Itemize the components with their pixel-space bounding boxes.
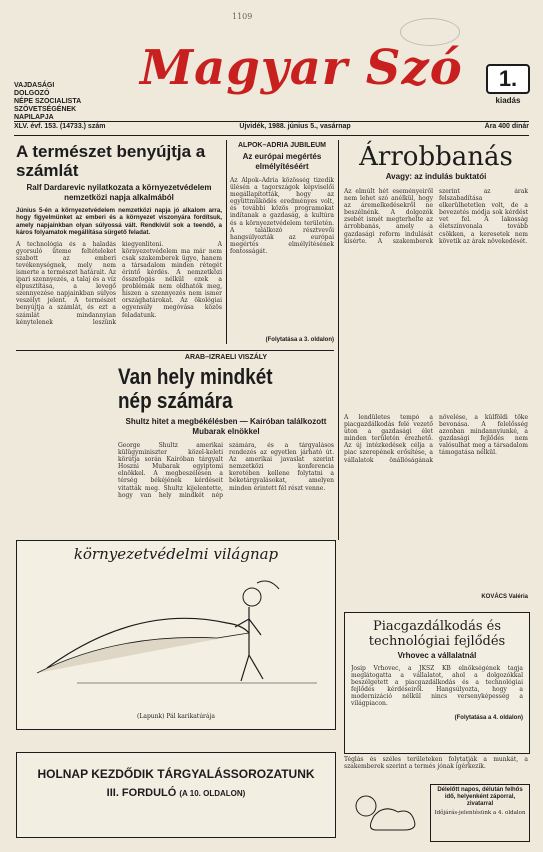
column-rule xyxy=(338,140,339,540)
publisher-line: NÉPE SZOCIALISTA xyxy=(14,98,82,105)
article-body: A technológia és a haladás gyorsuló üteme feltételeket szabott az emberi tevékenységnek, mely nem ismerte a természet határait. Az ipari szennyezés, a talaj és a víz elpusztítása, a levegő szennyezése napjainkban súlyos veszélyt jelent. A természet benyújtja a számlát, és ezt a számlát mindannyian kénytelenek leszünk kiegyenlíteni. A környezetvédelem ma már nem csak szakemberek ügye, hanem a társadalom minden rétegét érintő kérdés. A nemzetközi összefogás nélkül ezek a problémák nem oldhatók meg, hiszen a szennyezés nem ismer országhatárokat. Az ökológiai egyensúly megóvása közös feladatunk. xyxy=(16,240,222,326)
article-body-continued: A lendületes tempó a piacgazdálkodás felé vezető úton a gazdasági élet minden területén érezhető. Az új intézkedések célja a piac szerepének erősítése, a vállalatok önállóságának növelése, a külföldi tőke bevonása. A felelősség azonban mindannyiunké, a gazdasági fejlődés nem valósulhat meg a társadalom támogatása nélkül. xyxy=(344,414,528,464)
column-rule xyxy=(226,140,227,344)
weather-box xyxy=(430,784,530,842)
article-headline: Árrobbanás xyxy=(359,142,513,172)
article-alpok xyxy=(230,142,334,343)
volume-info: XLV. évf. 153. (14733.) szám xyxy=(14,123,106,130)
cartoon-figure xyxy=(37,581,317,683)
page-code: 1109 xyxy=(232,12,253,21)
article-subhead: Ralf Dardarevic nyilatkozata a környezetvédelem nemzetközi napja alkalmából xyxy=(26,183,212,202)
weather-icon xyxy=(344,786,424,838)
publisher-line: SZÖVETSÉGÉNEK xyxy=(14,106,77,113)
weather-note: Időjárás-jelentésünk a 4. oldalon xyxy=(434,810,526,816)
article-body: George Shultz amerikai külügyminiszter közel-keleti körútja során Kairóban tárgyalt Hoszni Mubarak egyiptomi elnökkel. A megbeszélésen a térség békéjének kérdéseit vitatták meg. Shultz kijelentette, hogy van hely mindkét nép számára, és a tárgyalásos rendezés az egyetlen járható út. Az amerikai javaslat szerint nemzetközi konferencia keretében kellene folytatni a béketárgyalásokat, amelyen minden érintett fél részt venne. xyxy=(118,442,334,499)
footer-line-2 xyxy=(17,787,335,799)
footer-line-1: HOLNAP KEZDŐDIK TÁRGYALÁSSOROZATUNK xyxy=(37,767,315,781)
article-body: Josip Vrhovec, a JKSZ KB elnökségének tagja meglátogatta a vállalatot, ahol a dolgozókkal beszélgetett a piacgazdálkodás és a technológiai fejlődés kérdéseiről. Hangsúlyozta, hogy a modernizáció nélkül nincs versenyképesség a világpiacon. xyxy=(351,665,523,708)
article-body: Az Alpok–Adria közösség tizedik ülésén a tagországok képviselői megállapították, hogy az együttműködés eredményes volt, és további közös programokat indítanak a gazdaság, a kultúra és a környezetvédelem területén. A találkozó résztvevői hangsúlyozták az európai megértés elmélyítésének fontosságát. xyxy=(230,177,334,255)
publisher-line: VAJDASÁGI DOLGOZÓ xyxy=(14,82,55,97)
article-arab xyxy=(118,354,334,566)
price: Ára 400 dinár xyxy=(484,123,529,130)
article-kicker: ALPOK–ADRIA JUBILEUM xyxy=(237,142,327,149)
weather-title: Délelőtt napos, délután felhős idő, helyenként záporral, zivatarral xyxy=(437,787,523,807)
article-headline: Az európai megértés elmélyítéséért xyxy=(242,152,322,171)
continuation-note: (Folytatása a 3. oldalon) xyxy=(265,337,334,343)
article-headline: A természet benyújtja a számlát xyxy=(16,142,206,180)
article-subhead: Shultz hitet a megbékélésben — Kairóban találkozott Mubarak elnökkel xyxy=(125,417,327,436)
article-piac xyxy=(344,612,530,754)
cartoon-drawing xyxy=(17,563,335,713)
section-rule xyxy=(16,350,334,351)
article-kicker: ARAB–IZRAELI VISZÁLY xyxy=(184,354,268,361)
edition-label: kiadás xyxy=(495,96,521,105)
dateline: Újvidék, 1988. június 5., vasárnap xyxy=(239,123,351,130)
article-subhead: Avagy: az indulás buktatói xyxy=(385,172,487,181)
date-bar xyxy=(14,121,529,136)
footer-banner xyxy=(16,752,336,838)
cartoon-box xyxy=(16,540,336,730)
article-headline: Piacgazdálkodás és technológiai fejlődés xyxy=(368,619,506,649)
cartoon-title: környezetvédelmi világnap xyxy=(73,545,279,563)
continuation-note: (Folytatása a 4. oldalon) xyxy=(454,715,523,721)
article-headline: Van hely mindkét nép számára xyxy=(118,364,273,413)
publisher-block xyxy=(14,82,82,122)
newspaper-title: Magyar Szó xyxy=(140,40,463,96)
edition-badge xyxy=(486,64,530,105)
edition-number: 1. xyxy=(486,64,530,94)
footer-page-ref: (A 10. OLDALON) xyxy=(179,789,246,798)
article-lead: Június 5-én a környezetvédelem nemzetközi napja jó alkalom arra, hogy figyelmünket az emberi és a környezet viszonyára fordítsuk, amely napjainkban olyan súlyossá vált. Rendkívül sok a teendő, a káros folyamatok megállítása sürgető feladat. xyxy=(16,207,222,237)
article-arrobbanas xyxy=(344,142,528,600)
footer-round: III. FORDULÓ xyxy=(106,787,177,799)
article-body: Az elmúlt hét eseményeiről nem lehet szó anélkül, hogy az áremelkedésekről ne beszélnénk. A dolgozók zsebét ismét megterhelte az árrobbanás, amely a gazdasági reform indulását kísérte. A szakemberek szerint az árak felszabadítása elkerülhetetlen volt, de a bevezetés módja sok kérdést vet fel. A lakosság életszínvonala tovább csökken, a keresetek nem követik az árak növekedését. xyxy=(344,188,528,245)
publisher-line: NAPILAPJA xyxy=(14,114,54,121)
article-beta: Téglás és széles területeken folytatják a munkát, a szakemberek szerint a termés jónak ígérkezik. xyxy=(344,756,528,771)
article-subhead: Vrhovec a vállalatnál xyxy=(397,651,477,660)
cartoon-caption: (Lapunk) Pál karikatúrája xyxy=(137,713,215,720)
article-byline: KOVÁCS Valéria xyxy=(481,594,528,600)
